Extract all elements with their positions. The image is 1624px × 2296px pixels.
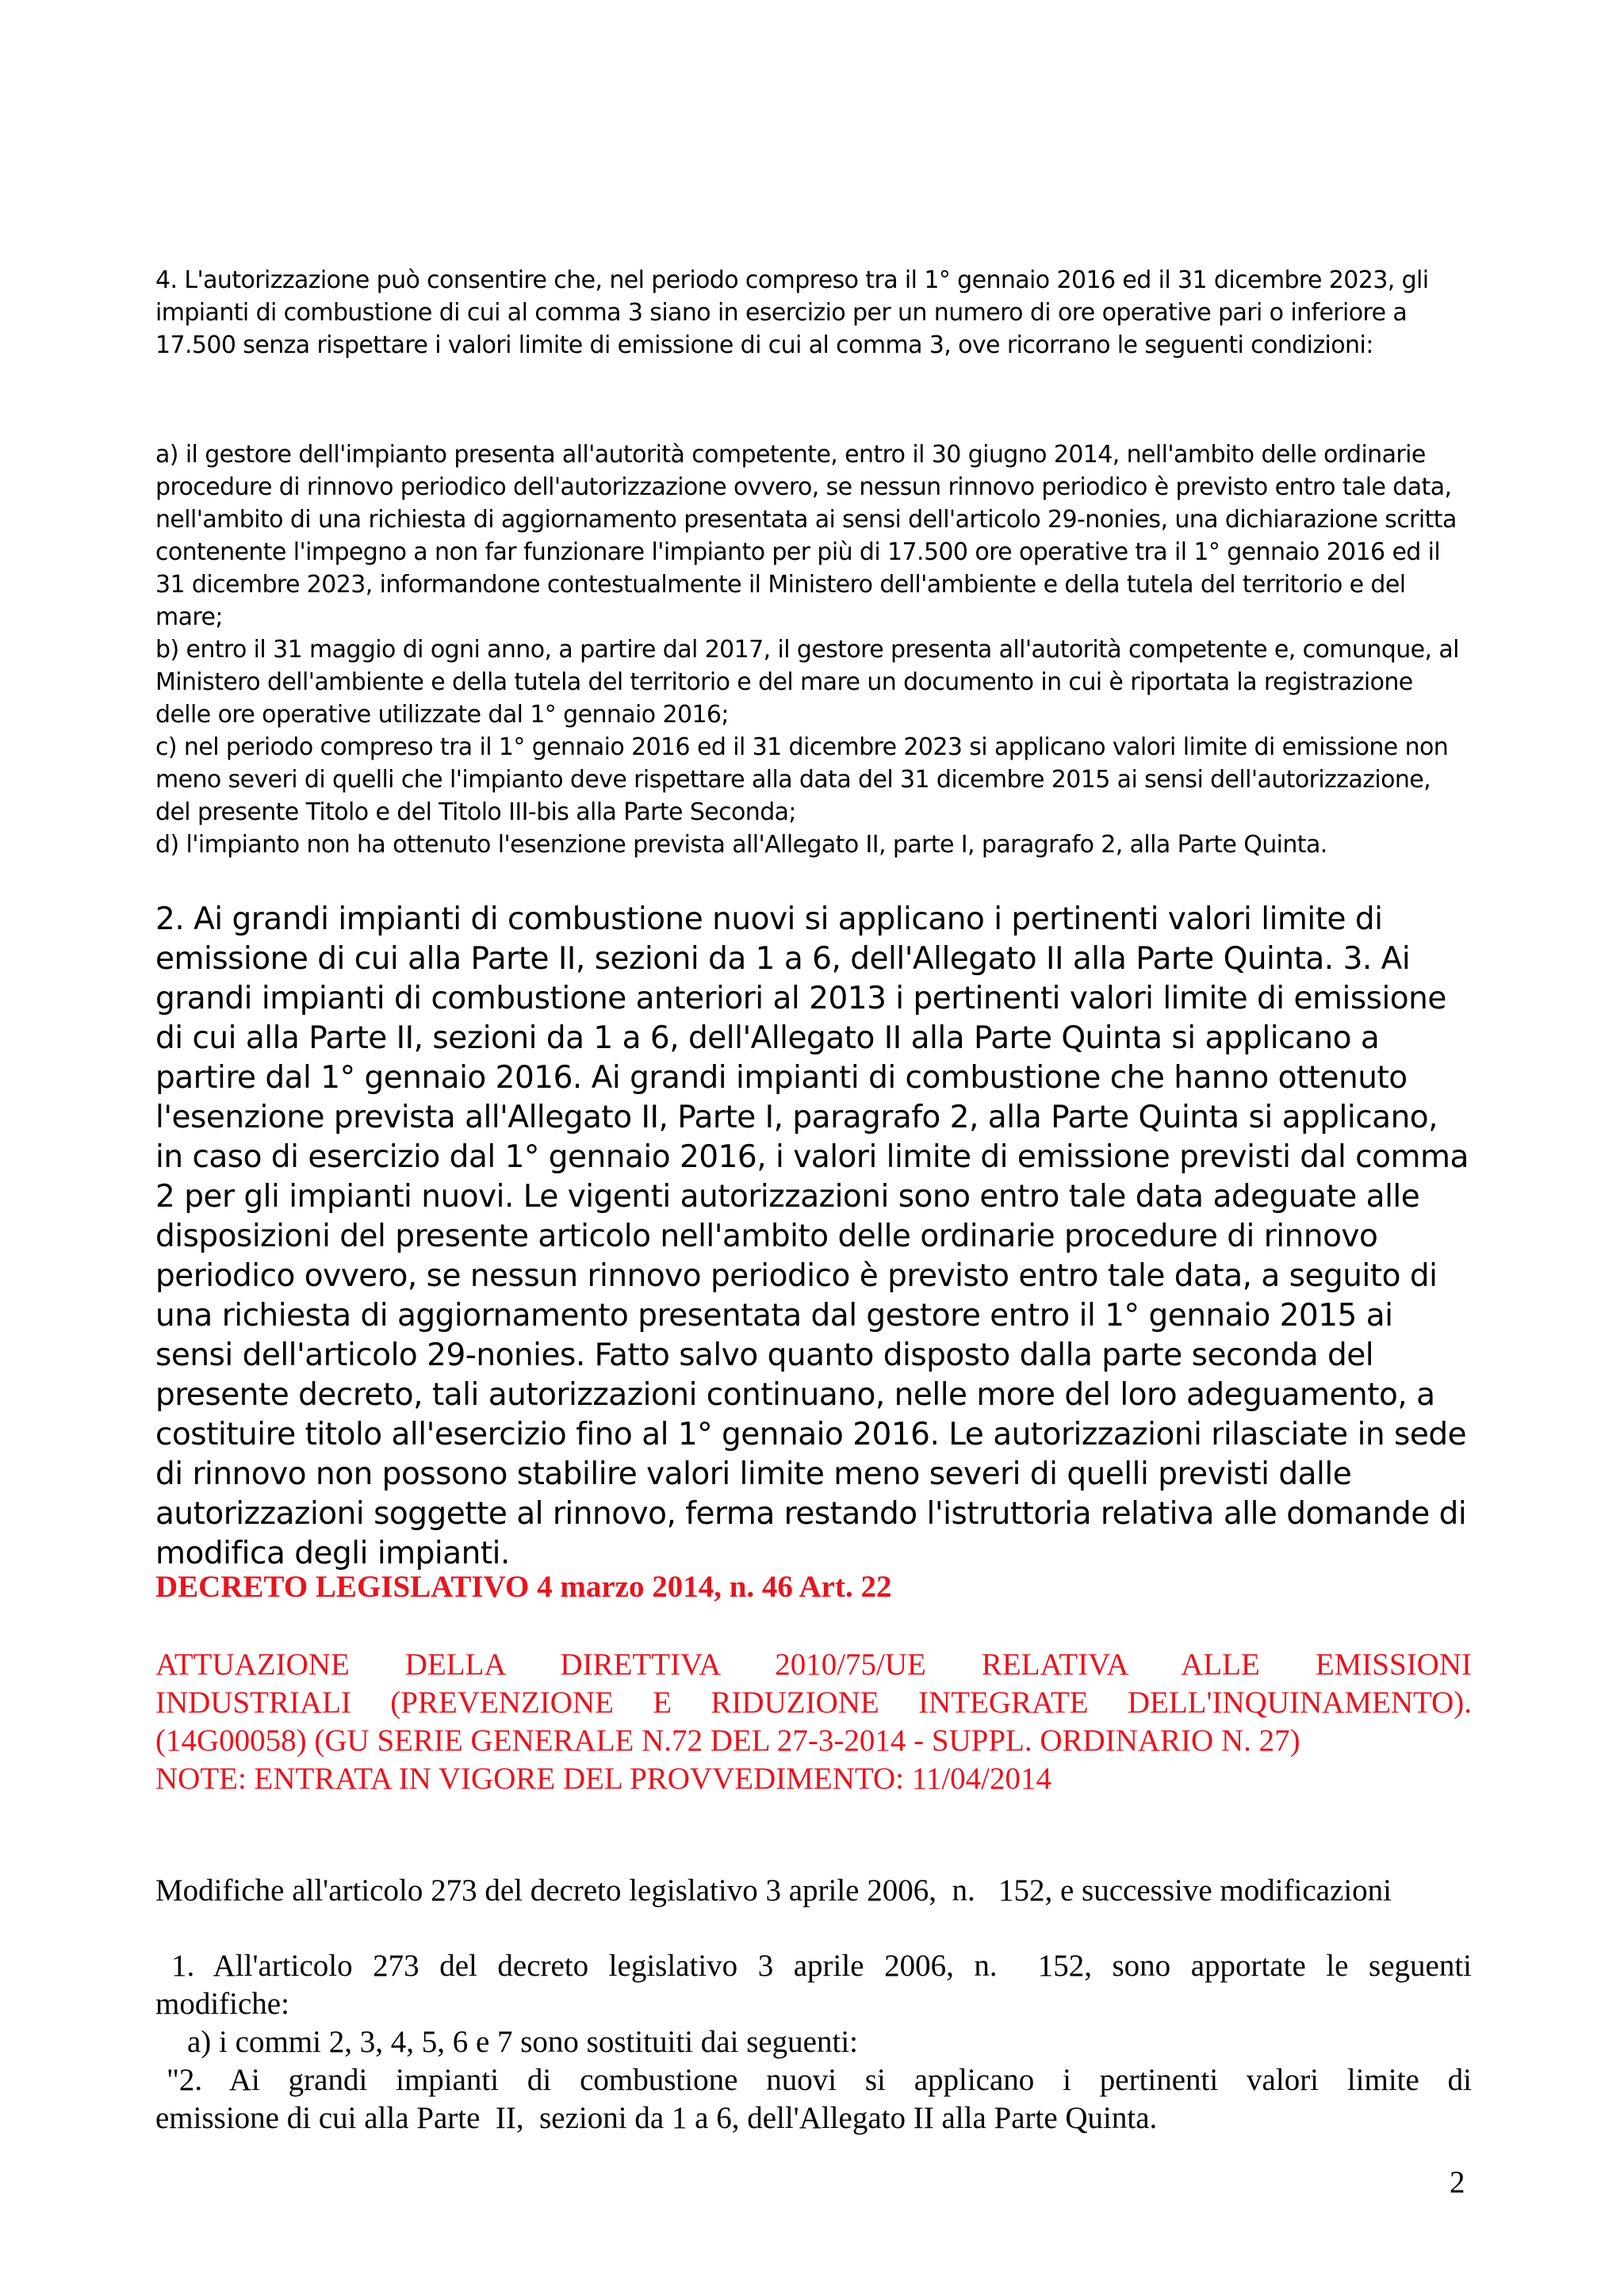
decree-title-line: (14G00058) (GU SERIE GENERALE N.72 DEL 27-3-2014 - SUPPL. ORDINARIO N. 27): [155, 1724, 1300, 1758]
article-body: [155, 1947, 1472, 2137]
article-para-1-line-1: 1. All'articolo 273 del decreto legislativo 3 aprile 2006, n. 152, sono apportate le seguenti: [171, 1949, 1472, 1983]
comma-4-item-a: a) il gestore dell'impianto presenta all'autorità competente, entro il 30 giugno 2014, nell'ambito delle ordinarie procedure di rinnovo periodico dell'autorizzazione ovvero, se nessun rinnovo periodico è previsto entro tale data, nell'ambito di una richiesta di aggiornamento presentata ai sensi dell'articolo 29-nonies, una dichiarazione scritta contenente l'impegno a non far funzionare l'impianto per più di 17.500 ore operative tra il 1° gennaio 2016 ed il 31 dicembre 2023, informandone contestualmente il Ministero dell'ambiente e della tutela del territorio e del mare;: [155, 441, 1457, 631]
article-quote-line-2: emissione di cui alla Parte II, sezioni da 1 a 6, dell'Allegato II alla Parte Quinta.: [155, 2101, 1158, 2135]
decree-heading: DECRETO LEGISLATIVO 4 marzo 2014, n. 46 Art. 22: [155, 1570, 892, 1604]
comma-4-item-d: d) l'impianto non ha ottenuto l'esenzione prevista all'Allegato II, parte I, paragrafo 2, alla Parte Quinta.: [155, 831, 1327, 859]
decree-title-line: INDUSTRIALI (PREVENZIONE E RIDUZIONE INTEGRATE DELL'INQUINAMENTO).: [155, 1686, 1472, 1720]
decree-title-block: [155, 1646, 1472, 1798]
comma-4-item-b: b) entro il 31 maggio di ogni anno, a partire dal 2017, il gestore presenta all'autorità competente e, comunque, al Ministero dell'ambiente e della tutela del territorio e del mare un documento in cui è riportata la registrazione delle ore operative utilizzate dal 1° gennaio 2016;: [155, 636, 1459, 729]
article-para-1-line-2: modifiche:: [155, 1987, 289, 2021]
article-title: Modifiche all'articolo 273 del decreto legislativo 3 aprile 2006, n. 152, e successive modificazioni: [155, 1873, 1392, 1908]
comma-4-item-c: c) nel periodo compreso tra il 1° gennaio 2016 ed il 31 dicembre 2023 si applicano valori limite di emissione non meno severi di quelli che l'impianto deve rispettare alla data del 31 dicembre 2015 ai sensi dell'autorizzazione, del presente Titolo e del Titolo III-bis alla Parte Seconda;: [155, 733, 1449, 826]
page-number: 2: [1450, 2165, 1465, 2199]
comma-2-large-paragraph: 2. Ai grandi impianti di combustione nuovi si applicano i pertinenti valori limite di emissione di cui alla Parte II, sezioni da 1 a 6, dell'Allegato II alla Parte Quinta. 3. Ai grandi impianti di combustione anteriori al 2013 i pertinenti valori limite di emissione di cui alla Parte II, sezioni da 1 a 6, dell'Allegato II alla Parte Quinta si applicano a partire dal 1° gennaio 2016. Ai grandi impianti di combustione che hanno ottenuto l'esenzione prevista all'Allegato II, Parte I, paragrafo 2, alla Parte Quinta si applicano, in caso di esercizio dal 1° gennaio 2016, i valori limite di emissione previsti dal comma 2 per gli impianti nuovi. Le vigenti autorizzazioni sono entro tale data adeguate alle disposizioni del presente articolo nell'ambito delle ordinarie procedure di rinnovo periodico ovvero, se nessun rinnovo periodico è previsto entro tale data, a seguito di una richiesta di aggiornamento presentata dal gestore entro il 1° gennaio 2015 ai sensi dell'articolo 29-nonies. Fatto salvo quanto disposto dalla parte seconda del presente decreto, tali autorizzazioni continuano, nelle more del loro adeguamento, a costituire titolo all'esercizio fino al 1° gennaio 2016. Le autorizzazioni rilasciate in sede di rinnovo non possono stabilire valori limite meno severi di quelli previsti dalle autorizzazioni soggette al rinnovo, ferma restando l'istruttoria relativa alle domande di modifica degli impianti.: [155, 901, 1469, 1571]
article-item-a: a) i commi 2, 3, 4, 5, 6 e 7 sono sostituiti dai seguenti:: [187, 2025, 859, 2059]
article-quote-line-1: "2. Ai grandi impianti di combustione nuovi si applicano i pertinenti valori limite di: [167, 2063, 1472, 2097]
comma-4-intro: 4. L'autorizzazione può consentire che, nel periodo compreso tra il 1° gennaio 2016 ed il 31 dicembre 2023, gli impianti di combustione di cui al comma 3 siano in esercizio per un numero di ore operative pari o inferiore a 17.500 senza rispettare i valori limite di emissione di cui al comma 3, ove ricorrano le seguenti condizioni:: [155, 266, 1429, 359]
decree-title-line: NOTE: ENTRATA IN VIGORE DEL PROVVEDIMENTO: 11/04/2014: [155, 1762, 1051, 1796]
decree-title-line: ATTUAZIONE DELLA DIRETTIVA 2010/75/UE RELATIVA ALLE EMISSIONI: [155, 1647, 1472, 1682]
